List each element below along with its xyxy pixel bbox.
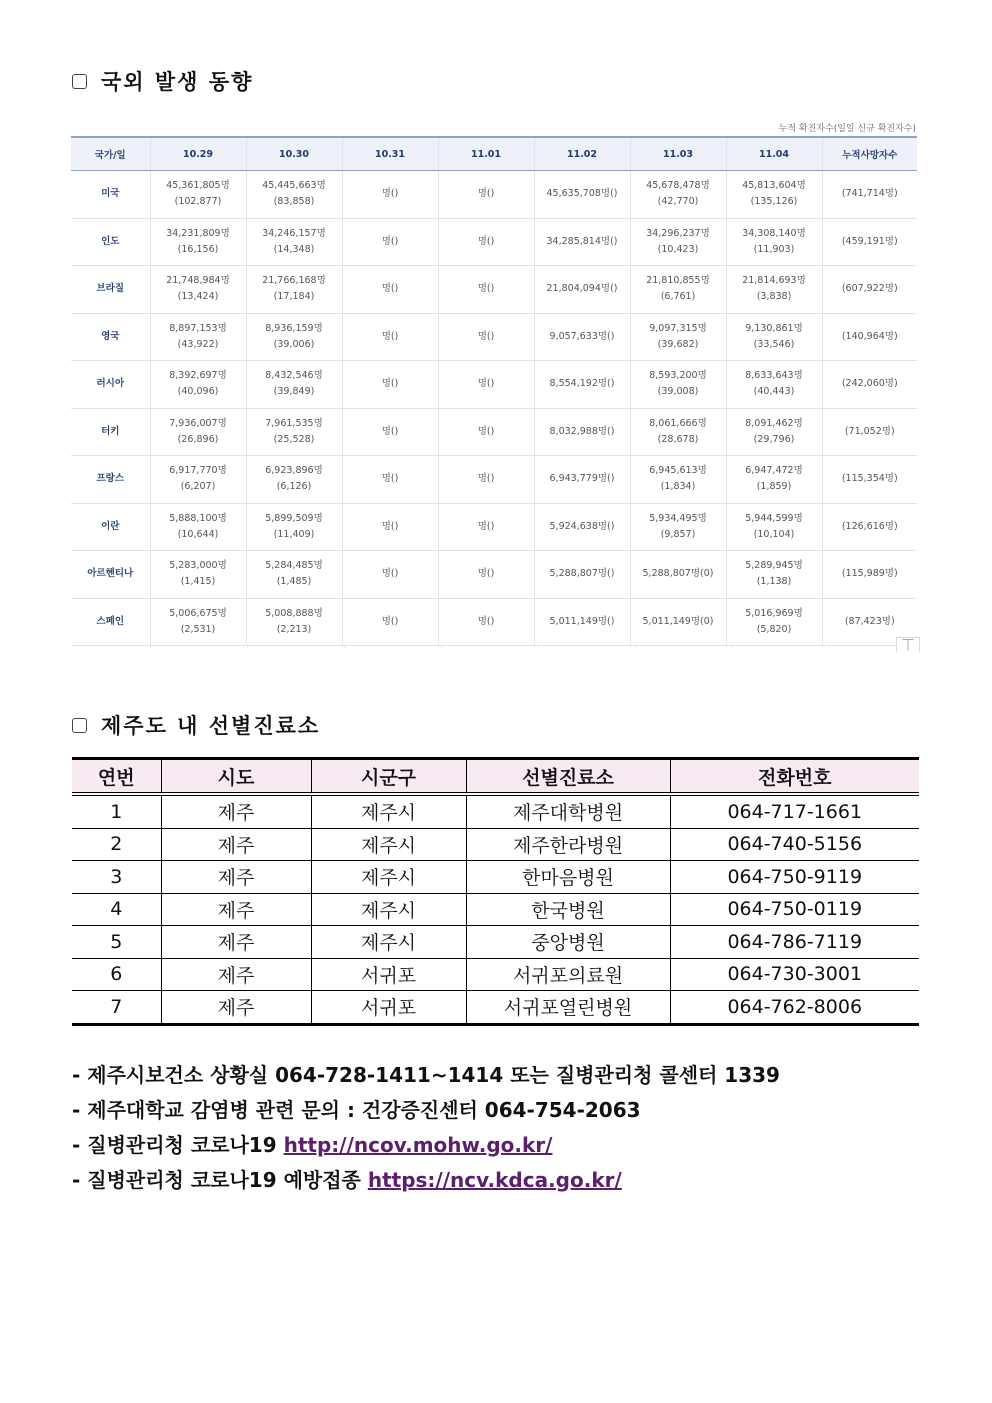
cumulative-value: 5,283,000명 [169, 560, 227, 572]
cases-cell [726, 503, 822, 551]
cases-cell: 21,804,094명() [534, 266, 630, 314]
cumulative-value: 45,361,805명 [166, 180, 230, 192]
province-cell: 제주 [161, 794, 311, 828]
cases-cell [150, 266, 246, 314]
phone-cell: 064-762-8006 [670, 991, 919, 1025]
daily-value: (39,682) [657, 338, 699, 350]
table-row [72, 828, 919, 861]
deaths-cell: (242,060명) [822, 361, 917, 409]
country-cell: 프랑스 [71, 456, 150, 504]
table-row [72, 893, 919, 926]
cases-cell [246, 171, 342, 219]
cumulative-value: 8,392,697명 [169, 370, 227, 382]
table-tail [71, 645, 917, 649]
cumulative-value: 6,923,896명 [265, 465, 323, 477]
deaths-cell: (87,423명) [822, 598, 917, 646]
note-line: - 제주대학교 감염병 관련 문의 : 건강증진센터 064-754-2063 [72, 1098, 641, 1122]
cumulative-value: 21,766,168명 [262, 275, 326, 287]
daily-value: (28,678) [657, 433, 699, 445]
province-cell: 제주 [161, 893, 311, 926]
section-title-overseas [72, 66, 253, 96]
no-cell: 1 [72, 794, 161, 828]
daily-value: (135,126) [750, 196, 798, 208]
table-row [71, 551, 917, 599]
cases-cell [246, 408, 342, 456]
cumulative-value: 5,934,495명 [649, 512, 707, 524]
cumulative-value: 5,899,509명 [265, 512, 323, 524]
daily-value: (6,761) [660, 291, 696, 303]
daily-value: (10,104) [753, 528, 795, 540]
cases-cell [630, 456, 726, 504]
daily-value: (9,857) [660, 528, 696, 540]
deaths-cell: (115,354명) [822, 456, 917, 504]
cases-cell: 9,057,633명() [534, 313, 630, 361]
ncov-link[interactable]: http://ncov.mohw.go.kr/ [283, 1133, 553, 1157]
cases-cell: 명() [438, 598, 534, 646]
cumulative-value: 8,593,200명 [649, 370, 707, 382]
cumulative-value: 5,289,945명 [745, 560, 803, 572]
cumulative-value: 34,308,140명 [742, 227, 806, 239]
daily-value: (1,485) [276, 576, 312, 588]
cases-cell [150, 313, 246, 361]
cumulative-value: 8,633,643명 [745, 370, 803, 382]
checkbox-square-icon [72, 718, 87, 733]
table-row [72, 926, 919, 959]
cases-cell [726, 171, 822, 219]
cases-cell [726, 408, 822, 456]
col-header-no: 연번 [72, 759, 161, 795]
daily-value: (83,858) [273, 196, 315, 208]
cases-cell: 명() [342, 361, 438, 409]
table-row [71, 503, 917, 551]
daily-value: (39,006) [273, 338, 315, 350]
cumulative-value: 34,246,157명 [262, 227, 326, 239]
clinic-name-cell: 중앙병원 [466, 926, 670, 959]
cases-cell: 명() [342, 266, 438, 314]
phone-cell: 064-786-7119 [670, 926, 919, 959]
cumulative-value: 7,961,535명 [265, 417, 323, 429]
cases-cell [630, 408, 726, 456]
city-cell: 제주시 [311, 794, 466, 828]
cases-cell [630, 361, 726, 409]
table-row [72, 958, 919, 991]
clinic-name-cell: 제주한라병원 [466, 828, 670, 861]
clinic-name-cell: 제주대학병원 [466, 794, 670, 828]
cases-cell [630, 171, 726, 219]
country-cell: 러시아 [71, 361, 150, 409]
cases-cell [726, 361, 822, 409]
city-cell: 제주시 [311, 893, 466, 926]
phone-cell: 064-750-0119 [670, 893, 919, 926]
col-header-date: 11.03 [630, 137, 726, 171]
country-cell: 스페인 [71, 598, 150, 646]
cases-cell [726, 218, 822, 266]
table-row [71, 313, 917, 361]
screening-clinic-table [72, 757, 919, 1026]
cases-cell [246, 218, 342, 266]
cumulative-value: 8,432,546명 [265, 370, 323, 382]
cases-cell [630, 313, 726, 361]
section-title-clinics [72, 710, 320, 740]
cases-cell [630, 503, 726, 551]
daily-value: (40,096) [177, 386, 219, 398]
cumulative-value: 6,917,770명 [169, 465, 227, 477]
country-cell: 이란 [71, 503, 150, 551]
col-header-date: 10.30 [246, 137, 342, 171]
cumulative-value: 5,288,807명(0) [642, 568, 714, 580]
cumulative-value: 5,888,100명 [169, 512, 227, 524]
city-cell: 제주시 [311, 861, 466, 894]
daily-value: (1,138) [756, 576, 792, 588]
table-row [71, 598, 917, 646]
cumulative-value: 45,445,663명 [262, 180, 326, 192]
table-row [72, 991, 919, 1025]
col-header-deaths: 누적사망자수 [822, 137, 917, 171]
col-header-province: 시도 [161, 759, 311, 795]
deaths-cell: (607,922명) [822, 266, 917, 314]
no-cell: 2 [72, 828, 161, 861]
cases-cell [150, 171, 246, 219]
no-cell: 3 [72, 861, 161, 894]
province-cell: 제주 [161, 861, 311, 894]
cases-cell: 명() [438, 313, 534, 361]
cumulative-value: 5,284,485명 [265, 560, 323, 572]
cases-cell [150, 218, 246, 266]
daily-value: (6,126) [276, 481, 312, 493]
cases-cell [150, 503, 246, 551]
cases-cell [726, 598, 822, 646]
deaths-cell: (126,616명) [822, 503, 917, 551]
country-cell: 터키 [71, 408, 150, 456]
daily-value: (17,184) [273, 291, 315, 303]
daily-value: (2,213) [276, 623, 312, 635]
col-header-phone: 전화번호 [670, 759, 919, 795]
cases-cell: 명() [342, 456, 438, 504]
deaths-cell: (71,052명) [822, 408, 917, 456]
cumulative-value: 45,678,478명 [646, 180, 710, 192]
country-cell: 영국 [71, 313, 150, 361]
daily-value: (39,849) [273, 386, 315, 398]
daily-value: (43,922) [177, 338, 219, 350]
deaths-cell: (140,964명) [822, 313, 917, 361]
city-cell: 서귀포 [311, 958, 466, 991]
daily-value: (40,443) [753, 386, 795, 398]
cases-cell: 명() [438, 456, 534, 504]
daily-value: (10,644) [177, 528, 219, 540]
cases-cell: 34,285,814명() [534, 218, 630, 266]
cases-cell: 명() [438, 551, 534, 599]
city-cell: 제주시 [311, 828, 466, 861]
cases-cell: 명() [342, 171, 438, 219]
cases-cell: 6,943,779명() [534, 456, 630, 504]
daily-value: (3,838) [756, 291, 792, 303]
country-cell: 미국 [71, 171, 150, 219]
cumulative-value: 9,097,315명 [649, 322, 707, 334]
scroll-top-icon: ⏉ [902, 639, 914, 652]
daily-value: (42,770) [657, 196, 699, 208]
cases-cell [150, 551, 246, 599]
cumulative-value: 5,016,969명 [745, 607, 803, 619]
cases-cell [630, 551, 726, 599]
unit-note: 누적 확진자수(일일 신규 확진자수) [778, 124, 916, 134]
city-cell: 제주시 [311, 926, 466, 959]
cases-cell: 명() [342, 551, 438, 599]
cases-cell [150, 408, 246, 456]
clinic-name-cell: 서귀포의료원 [466, 958, 670, 991]
cases-cell [630, 218, 726, 266]
no-cell: 5 [72, 926, 161, 959]
daily-value: (14,348) [273, 243, 315, 255]
col-header-date: 11.01 [438, 137, 534, 171]
cases-cell: 명() [438, 266, 534, 314]
table-row [72, 861, 919, 894]
cases-cell: 8,554,192명() [534, 361, 630, 409]
cases-cell: 명() [342, 218, 438, 266]
section-title-text: 국외 발생 동향 [101, 70, 254, 94]
deaths-cell: (459,191명) [822, 218, 917, 266]
province-cell: 제주 [161, 828, 311, 861]
daily-value: (29,796) [753, 433, 795, 445]
table-row [71, 456, 917, 504]
cases-cell [246, 598, 342, 646]
cases-cell [630, 266, 726, 314]
cumulative-value: 5,006,675명 [169, 607, 227, 619]
cumulative-value: 5,944,599명 [745, 512, 803, 524]
cumulative-value: 5,008,888명 [265, 607, 323, 619]
cumulative-value: 8,061,666명 [649, 417, 707, 429]
note-line [72, 1163, 780, 1198]
phone-cell: 064-730-3001 [670, 958, 919, 991]
cumulative-value: 5,011,149명(0) [642, 615, 714, 627]
daily-value: (25,528) [273, 433, 315, 445]
cases-cell: 명() [438, 408, 534, 456]
cumulative-value: 34,231,809명 [166, 227, 230, 239]
ncv-link[interactable]: https://ncv.kdca.go.kr/ [367, 1168, 622, 1192]
no-cell: 4 [72, 893, 161, 926]
cases-cell: 명() [438, 503, 534, 551]
daily-value: (2,531) [180, 623, 216, 635]
cases-cell [246, 313, 342, 361]
table-row [71, 266, 917, 314]
note-text: - 질병관리청 코로나19 [72, 1133, 284, 1157]
phone-cell: 064-717-1661 [670, 794, 919, 828]
cases-cell [150, 361, 246, 409]
cases-cell: 명() [438, 171, 534, 219]
table-row [71, 218, 917, 266]
daily-value: (1,415) [180, 576, 216, 588]
cases-cell: 명() [342, 598, 438, 646]
col-header-city: 시군구 [311, 759, 466, 795]
cases-cell [246, 503, 342, 551]
col-header-country: 국가/일 [71, 137, 150, 171]
daily-value: (16,156) [177, 243, 219, 255]
daily-value: (11,903) [753, 243, 795, 255]
country-cell: 인도 [71, 218, 150, 266]
cumulative-value: 21,810,855명 [646, 275, 710, 287]
contact-notes [72, 1058, 780, 1198]
country-cell: 아르헨티나 [71, 551, 150, 599]
cases-cell: 5,011,149명() [534, 598, 630, 646]
cumulative-value: 8,091,462명 [745, 417, 803, 429]
daily-value: (102,877) [174, 196, 222, 208]
section-title-text: 제주도 내 선별진료소 [101, 714, 321, 738]
checkbox-square-icon [72, 74, 87, 89]
cumulative-value: 45,813,604명 [742, 180, 806, 192]
daily-value: (11,409) [273, 528, 315, 540]
daily-value: (39,008) [657, 386, 699, 398]
cumulative-value: 8,936,159명 [265, 322, 323, 334]
cases-cell: 명() [438, 361, 534, 409]
cumulative-value: 21,814,693명 [742, 275, 806, 287]
no-cell: 7 [72, 991, 161, 1025]
cases-cell [630, 598, 726, 646]
cases-cell [246, 361, 342, 409]
cases-cell: 5,924,638명() [534, 503, 630, 551]
deaths-cell: (115,989명) [822, 551, 917, 599]
cumulative-value: 6,945,613명 [649, 465, 707, 477]
cumulative-value: 7,936,007명 [169, 417, 227, 429]
cases-cell: 5,288,807명() [534, 551, 630, 599]
table-header-row [72, 759, 919, 795]
daily-value: (5,820) [756, 623, 792, 635]
daily-value: (6,207) [180, 481, 216, 493]
cases-cell [726, 313, 822, 361]
col-header-date: 11.04 [726, 137, 822, 171]
cases-cell [726, 266, 822, 314]
cases-cell: 명() [342, 313, 438, 361]
col-header-date: 10.31 [342, 137, 438, 171]
cases-cell: 명() [342, 503, 438, 551]
table-row [71, 408, 917, 456]
col-header-date: 11.02 [534, 137, 630, 171]
phone-cell: 064-740-5156 [670, 828, 919, 861]
note-text: - 질병관리청 코로나19 예방접종 [72, 1168, 368, 1192]
daily-value: (33,546) [753, 338, 795, 350]
daily-value: (10,423) [657, 243, 699, 255]
deaths-cell: (741,714명) [822, 171, 917, 219]
city-cell: 서귀포 [311, 991, 466, 1025]
clinic-name-cell: 한국병원 [466, 893, 670, 926]
clinic-name-cell: 서귀포열린병원 [466, 991, 670, 1025]
daily-value: (26,896) [177, 433, 219, 445]
daily-value: (1,859) [756, 481, 792, 493]
cases-cell [150, 456, 246, 504]
daily-value: (1,834) [660, 481, 696, 493]
cases-cell: 45,635,708명() [534, 171, 630, 219]
table-row [71, 361, 917, 409]
cases-cell [150, 598, 246, 646]
cases-cell: 명() [342, 408, 438, 456]
daily-value: (13,424) [177, 291, 219, 303]
province-cell: 제주 [161, 958, 311, 991]
no-cell: 6 [72, 958, 161, 991]
table-header-row [71, 137, 917, 171]
cumulative-value: 21,748,984명 [166, 275, 230, 287]
clinic-name-cell: 한마음병원 [466, 861, 670, 894]
phone-cell: 064-750-9119 [670, 861, 919, 894]
note-line [72, 1128, 780, 1163]
note-line: - 제주시보건소 상황실 064-728-1411~1414 또는 질병관리청 콜센터 1339 [72, 1063, 780, 1087]
cases-cell: 8,032,988명() [534, 408, 630, 456]
province-cell: 제주 [161, 926, 311, 959]
cumulative-value: 9,130,861명 [745, 322, 803, 334]
cases-cell [726, 456, 822, 504]
cases-cell [246, 551, 342, 599]
province-cell: 제주 [161, 991, 311, 1025]
col-header-date: 10.29 [150, 137, 246, 171]
cases-cell [726, 551, 822, 599]
overseas-cases-table [71, 136, 917, 646]
country-cell: 브라질 [71, 266, 150, 314]
cases-cell [246, 266, 342, 314]
cases-cell [246, 456, 342, 504]
cumulative-value: 6,947,472명 [745, 465, 803, 477]
cumulative-value: 34,296,237명 [646, 227, 710, 239]
cases-cell: 명() [438, 218, 534, 266]
scroll-top-button[interactable] [896, 637, 920, 652]
table-row [72, 794, 919, 828]
cumulative-value: 8,897,153명 [169, 322, 227, 334]
table-row [71, 171, 917, 219]
col-header-clinic: 선별진료소 [466, 759, 670, 795]
